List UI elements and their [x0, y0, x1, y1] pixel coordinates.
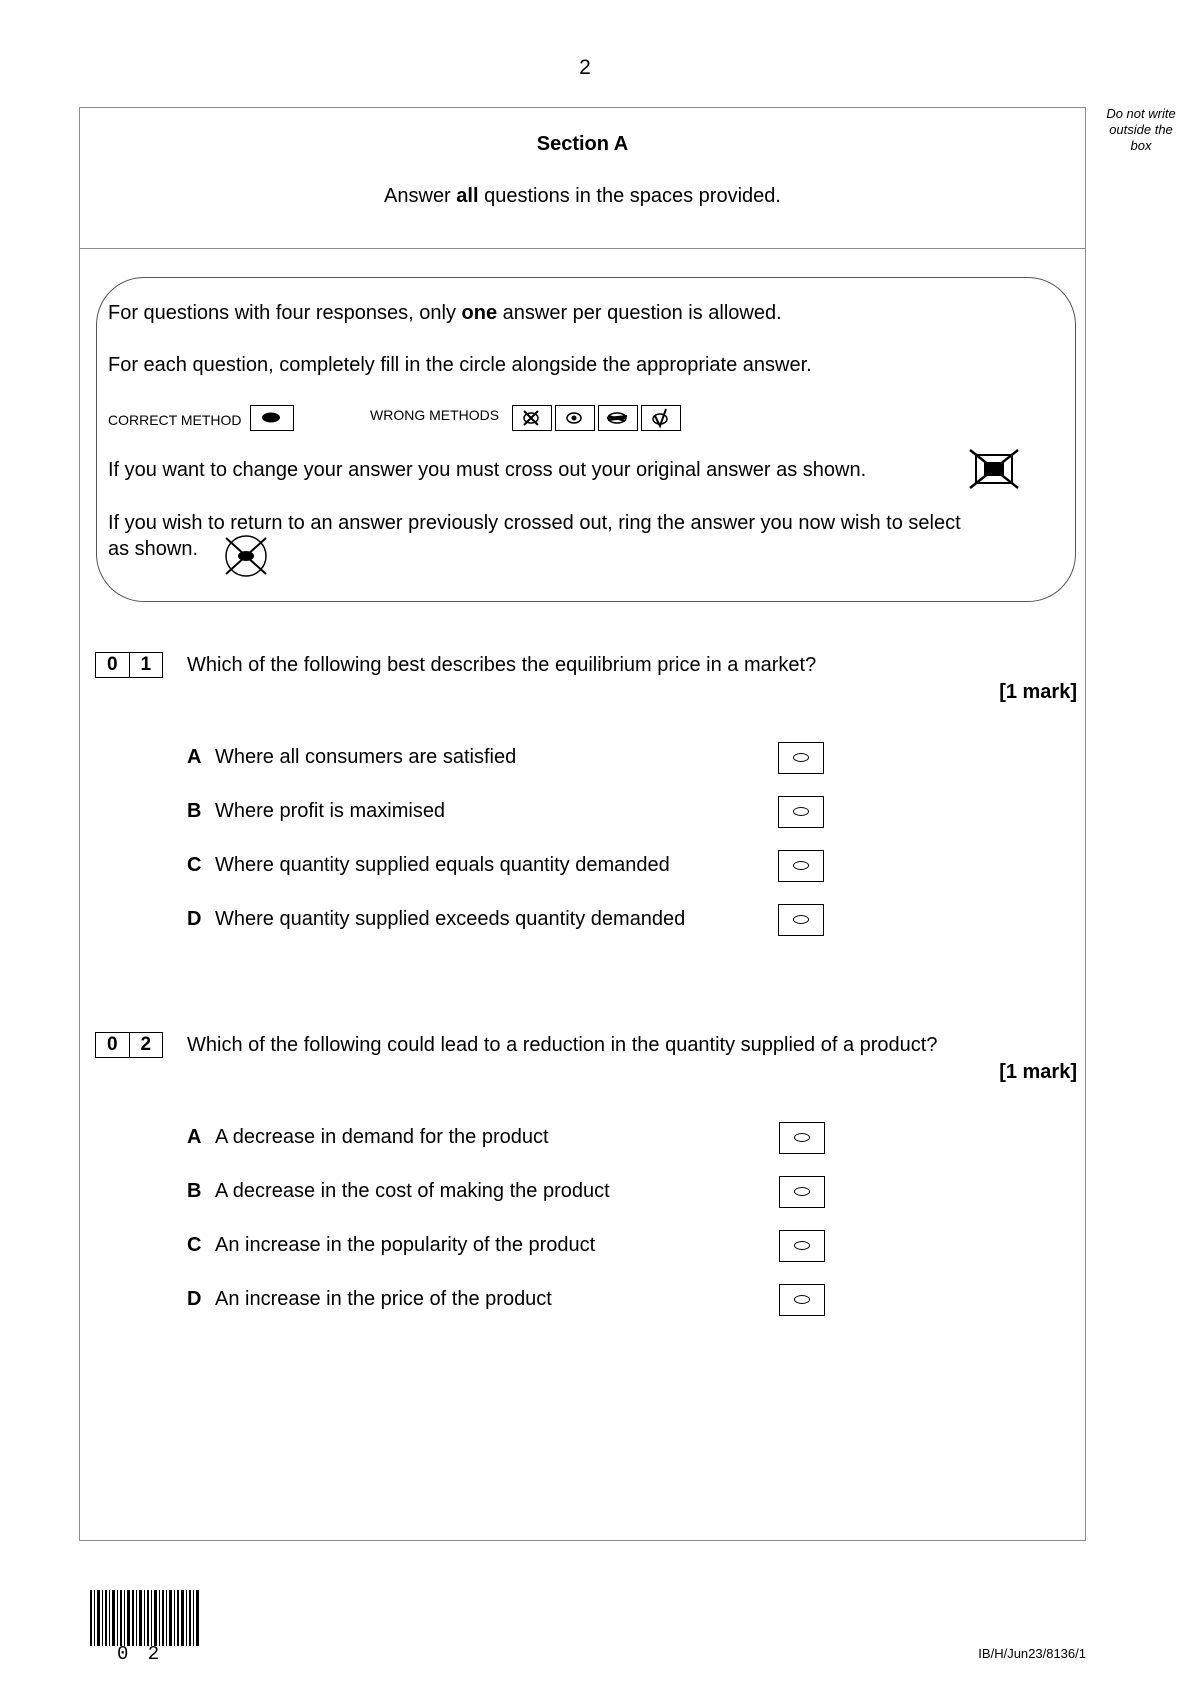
- question-number-digit: 1: [129, 653, 163, 677]
- correct-method-label: CORRECT METHOD: [108, 412, 242, 428]
- question-number-digit: 0: [106, 654, 118, 675]
- option-row: [187, 746, 517, 769]
- answer-box-q02-a[interactable]: [779, 1122, 825, 1154]
- option-letter: C: [187, 854, 202, 876]
- option-row: [187, 1234, 596, 1257]
- crossed-out-box-icon: [968, 448, 1020, 490]
- instruction-change-answer: If you want to change your answer you must cross out your original answer as shown.: [108, 459, 867, 481]
- option-letter: C: [187, 1234, 202, 1256]
- option-text: An increase in the popularity of the product: [215, 1234, 596, 1256]
- instruction-text: For questions with four responses, only: [108, 302, 462, 324]
- option-row: [187, 1126, 549, 1149]
- option-text: Where quantity supplied equals quantity demanded: [215, 854, 670, 876]
- question-text: Which of the following could lead to a reduction in the quantity supplied of a product?: [187, 1034, 938, 1056]
- instruction-reselect-line: as shown.: [108, 538, 199, 560]
- barcode-digits: 0 2: [117, 1643, 164, 1665]
- barcode-icon: [90, 1590, 200, 1646]
- option-letter: A: [187, 1126, 202, 1148]
- option-row: [187, 800, 446, 823]
- instruction-fill-circle: For each question, completely fill in the circle alongside the appropriate answer.: [108, 354, 812, 376]
- answer-box-q01-b[interactable]: [778, 796, 824, 828]
- instruction-emphasis: one: [461, 302, 498, 324]
- question-01: [95, 652, 1095, 682]
- question-number-digit: 0: [106, 1034, 118, 1055]
- question-number-box: [95, 1032, 163, 1058]
- answer-oval-icon: [794, 1241, 810, 1250]
- margin-note-line: Do not write: [1106, 106, 1176, 121]
- option-letter: B: [187, 1180, 202, 1202]
- crossed-oval-icon: [513, 406, 550, 429]
- option-text: A decrease in the cost of making the product: [215, 1180, 610, 1202]
- question-number-box: [95, 652, 163, 678]
- answer-box-q01-c[interactable]: [778, 850, 824, 882]
- answer-oval-icon: [794, 1295, 810, 1304]
- option-text: Where all consumers are satisfied: [215, 746, 517, 768]
- wrong-method-example: [555, 405, 595, 431]
- dotted-oval-icon: [556, 406, 593, 429]
- option-text: A decrease in demand for the product: [215, 1126, 549, 1148]
- question-marks: [1 mark]: [999, 1061, 1077, 1083]
- margin-note-line: outside the: [1109, 122, 1173, 137]
- section-title: Section A: [536, 133, 629, 155]
- answer-box-q01-a[interactable]: [778, 742, 824, 774]
- answer-oval-icon: [793, 807, 809, 816]
- question-number-digit: 2: [129, 1033, 163, 1057]
- answer-oval-icon: [794, 1187, 810, 1196]
- instruction-one-answer: [108, 300, 782, 326]
- header-divider: [79, 248, 1086, 249]
- option-row: [187, 908, 686, 931]
- instruction-text: answer per question is allowed.: [497, 302, 782, 324]
- section-instruction: [79, 185, 1086, 208]
- scribbled-oval-icon: [599, 406, 636, 429]
- wrong-method-example: [641, 405, 681, 431]
- question-marks: [1 mark]: [999, 681, 1077, 703]
- option-letter: A: [187, 746, 202, 768]
- answer-box-q02-d[interactable]: [779, 1284, 825, 1316]
- answer-box-q02-c[interactable]: [779, 1230, 825, 1262]
- answer-box-q02-b[interactable]: [779, 1176, 825, 1208]
- question-02: [95, 1032, 1095, 1062]
- answer-oval-icon: [793, 915, 809, 924]
- answer-box-q01-d[interactable]: [778, 904, 824, 936]
- option-letter: B: [187, 800, 202, 822]
- option-row: [187, 854, 670, 877]
- option-letter: D: [187, 908, 202, 930]
- question-text: Which of the following best describes the equilibrium price in a market?: [187, 654, 817, 676]
- option-row: [187, 1288, 552, 1311]
- instruction-text: Answer: [384, 185, 457, 207]
- instruction-text: questions in the spaces provided.: [478, 185, 781, 207]
- margin-note-line: box: [1130, 138, 1152, 153]
- instruction-reselect-line: If you wish to return to an answer previously crossed out, ring the answer you now wish to select: [108, 512, 961, 534]
- option-text: An increase in the price of the product: [215, 1288, 552, 1310]
- margin-note: [1098, 106, 1184, 154]
- instruction-emphasis: all: [456, 185, 479, 207]
- paper-code: IB/H/Jun23/8136/1: [978, 1646, 1086, 1661]
- answer-oval-icon: [793, 861, 809, 870]
- option-letter: D: [187, 1288, 202, 1310]
- option-text: Where quantity supplied exceeds quantity demanded: [215, 908, 686, 930]
- answer-oval-icon: [794, 1133, 810, 1142]
- correct-method-example: [250, 405, 294, 431]
- page-number: 2: [579, 56, 591, 79]
- wrong-methods-label: WRONG METHODS: [370, 407, 500, 423]
- ticked-oval-icon: [642, 406, 679, 429]
- answer-oval-icon: [793, 753, 809, 762]
- option-text: Where profit is maximised: [215, 800, 446, 822]
- ringed-answer-icon: [218, 533, 274, 579]
- wrong-method-example: [512, 405, 552, 431]
- option-row: [187, 1180, 610, 1203]
- filled-oval-icon: [251, 406, 292, 429]
- wrong-method-example: [598, 405, 638, 431]
